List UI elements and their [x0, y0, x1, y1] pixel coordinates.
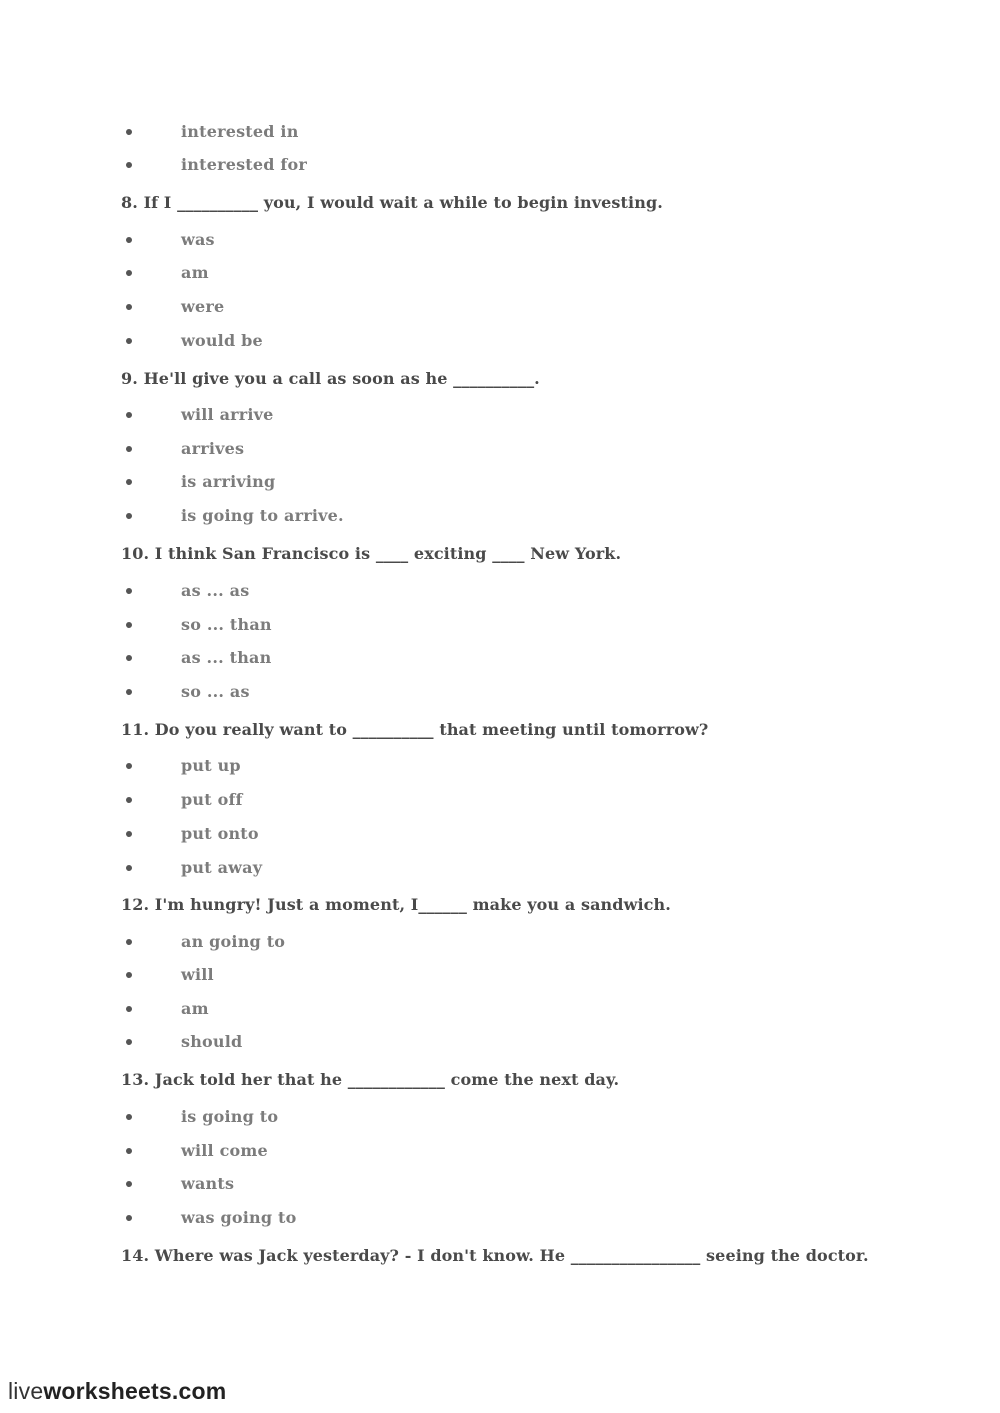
- option-label: interested in: [181, 122, 299, 141]
- answer-option[interactable]: [0, 680, 1000, 704]
- option-label: so ... as: [181, 682, 250, 701]
- answer-option[interactable]: [0, 1105, 1000, 1129]
- option-label: am: [181, 263, 209, 282]
- option-label: an going to: [181, 932, 286, 951]
- answer-option[interactable]: [0, 1172, 1000, 1196]
- logo-worksheets: worksheets: [43, 1378, 172, 1404]
- bullet-dot: [126, 129, 132, 135]
- option-label: will come: [181, 1141, 268, 1160]
- option-label: arrives: [181, 439, 245, 458]
- logo-live: live: [8, 1378, 44, 1404]
- bullet-dot: [126, 1114, 132, 1120]
- answer-option[interactable]: [0, 788, 1000, 812]
- bullet-dot: [126, 1181, 132, 1187]
- question-11: [0, 718, 1000, 742]
- option-label: is going to: [181, 1107, 279, 1126]
- bullet-dot: [126, 1039, 132, 1045]
- answer-option[interactable]: [0, 1030, 1000, 1054]
- option-label: put onto: [181, 824, 259, 843]
- answer-option[interactable]: [0, 856, 1000, 880]
- option-label: so ... than: [181, 615, 272, 634]
- bullet-dot: [126, 338, 132, 344]
- answer-option[interactable]: [0, 997, 1000, 1021]
- question-12: [0, 893, 1000, 917]
- option-label: will arrive: [181, 405, 274, 424]
- bullet-dot: [126, 479, 132, 485]
- bullet-dot: [126, 1006, 132, 1012]
- bullet-dot: [126, 162, 132, 168]
- option-label: was: [181, 230, 215, 249]
- bullet-dot: [126, 797, 132, 803]
- answer-option[interactable]: [0, 646, 1000, 670]
- question-text: 13. Jack told her that he ____________ come the next day.: [121, 1070, 620, 1089]
- option-label: were: [181, 297, 225, 316]
- option-label: am: [181, 999, 209, 1018]
- answer-option[interactable]: [0, 963, 1000, 987]
- answer-option[interactable]: [0, 613, 1000, 637]
- bullet-dot: [126, 270, 132, 276]
- question-10: [0, 542, 1000, 566]
- bullet-dot: [126, 304, 132, 310]
- bullet-dot: [126, 237, 132, 243]
- answer-option[interactable]: [0, 1139, 1000, 1163]
- bullet-dot: [126, 1148, 132, 1154]
- option-label: should: [181, 1032, 243, 1051]
- logo-suffix: .com: [171, 1378, 227, 1404]
- question-text: 10. I think San Francisco is ____ exciting ____ New York.: [121, 544, 622, 563]
- question-14: [0, 1244, 1000, 1268]
- option-label: is going to arrive.: [181, 506, 344, 525]
- answer-option[interactable]: [0, 403, 1000, 427]
- bullet-dot: [126, 972, 132, 978]
- question-8: [0, 191, 1000, 215]
- bullet-dot: [126, 831, 132, 837]
- answer-option[interactable]: [0, 295, 1000, 319]
- bullet-dot: [126, 865, 132, 871]
- option-label: put up: [181, 756, 241, 775]
- question-text: 12. I'm hungry! Just a moment, I______ make you a sandwich.: [121, 895, 671, 914]
- answer-option[interactable]: [0, 754, 1000, 778]
- answer-option[interactable]: [0, 329, 1000, 353]
- option-label: put off: [181, 790, 243, 809]
- option-label: put away: [181, 858, 263, 877]
- question-9: [0, 367, 1000, 391]
- answer-option[interactable]: [0, 930, 1000, 954]
- liveworksheets-logo: [8, 1378, 226, 1405]
- bullet-dot: [126, 412, 132, 418]
- answer-option[interactable]: [0, 1206, 1000, 1230]
- option-label: would be: [181, 331, 263, 350]
- option-label: is arriving: [181, 472, 276, 491]
- answer-option[interactable]: [0, 261, 1000, 285]
- bullet-dot: [126, 622, 132, 628]
- bullet-dot: [126, 939, 132, 945]
- answer-option[interactable]: [0, 228, 1000, 252]
- bullet-dot: [126, 655, 132, 661]
- answer-option[interactable]: [0, 579, 1000, 603]
- question-text: 14. Where was Jack yesterday? - I don't know. He ________________ seeing the doctor.: [121, 1246, 869, 1265]
- option-label: wants: [181, 1174, 235, 1193]
- option-label: interested for: [181, 155, 308, 174]
- question-text: 8. If I __________ you, I would wait a while to begin investing.: [121, 193, 663, 212]
- bullet-dot: [126, 689, 132, 695]
- bullet-dot: [126, 446, 132, 452]
- answer-option[interactable]: [0, 822, 1000, 846]
- answer-option[interactable]: [0, 120, 1000, 144]
- bullet-dot: [126, 763, 132, 769]
- bullet-dot: [126, 588, 132, 594]
- option-label: as ... as: [181, 581, 250, 600]
- question-13: [0, 1068, 1000, 1092]
- option-label: was going to: [181, 1208, 297, 1227]
- answer-option[interactable]: [0, 153, 1000, 177]
- question-text: 11. Do you really want to __________ that meeting until tomorrow?: [121, 720, 709, 739]
- answer-option[interactable]: [0, 437, 1000, 461]
- answer-option[interactable]: [0, 470, 1000, 494]
- bullet-dot: [126, 1215, 132, 1221]
- option-label: as ... than: [181, 648, 272, 667]
- answer-option[interactable]: [0, 504, 1000, 528]
- option-label: will: [181, 965, 214, 984]
- question-text: 9. He'll give you a call as soon as he __________.: [121, 369, 540, 388]
- bullet-dot: [126, 513, 132, 519]
